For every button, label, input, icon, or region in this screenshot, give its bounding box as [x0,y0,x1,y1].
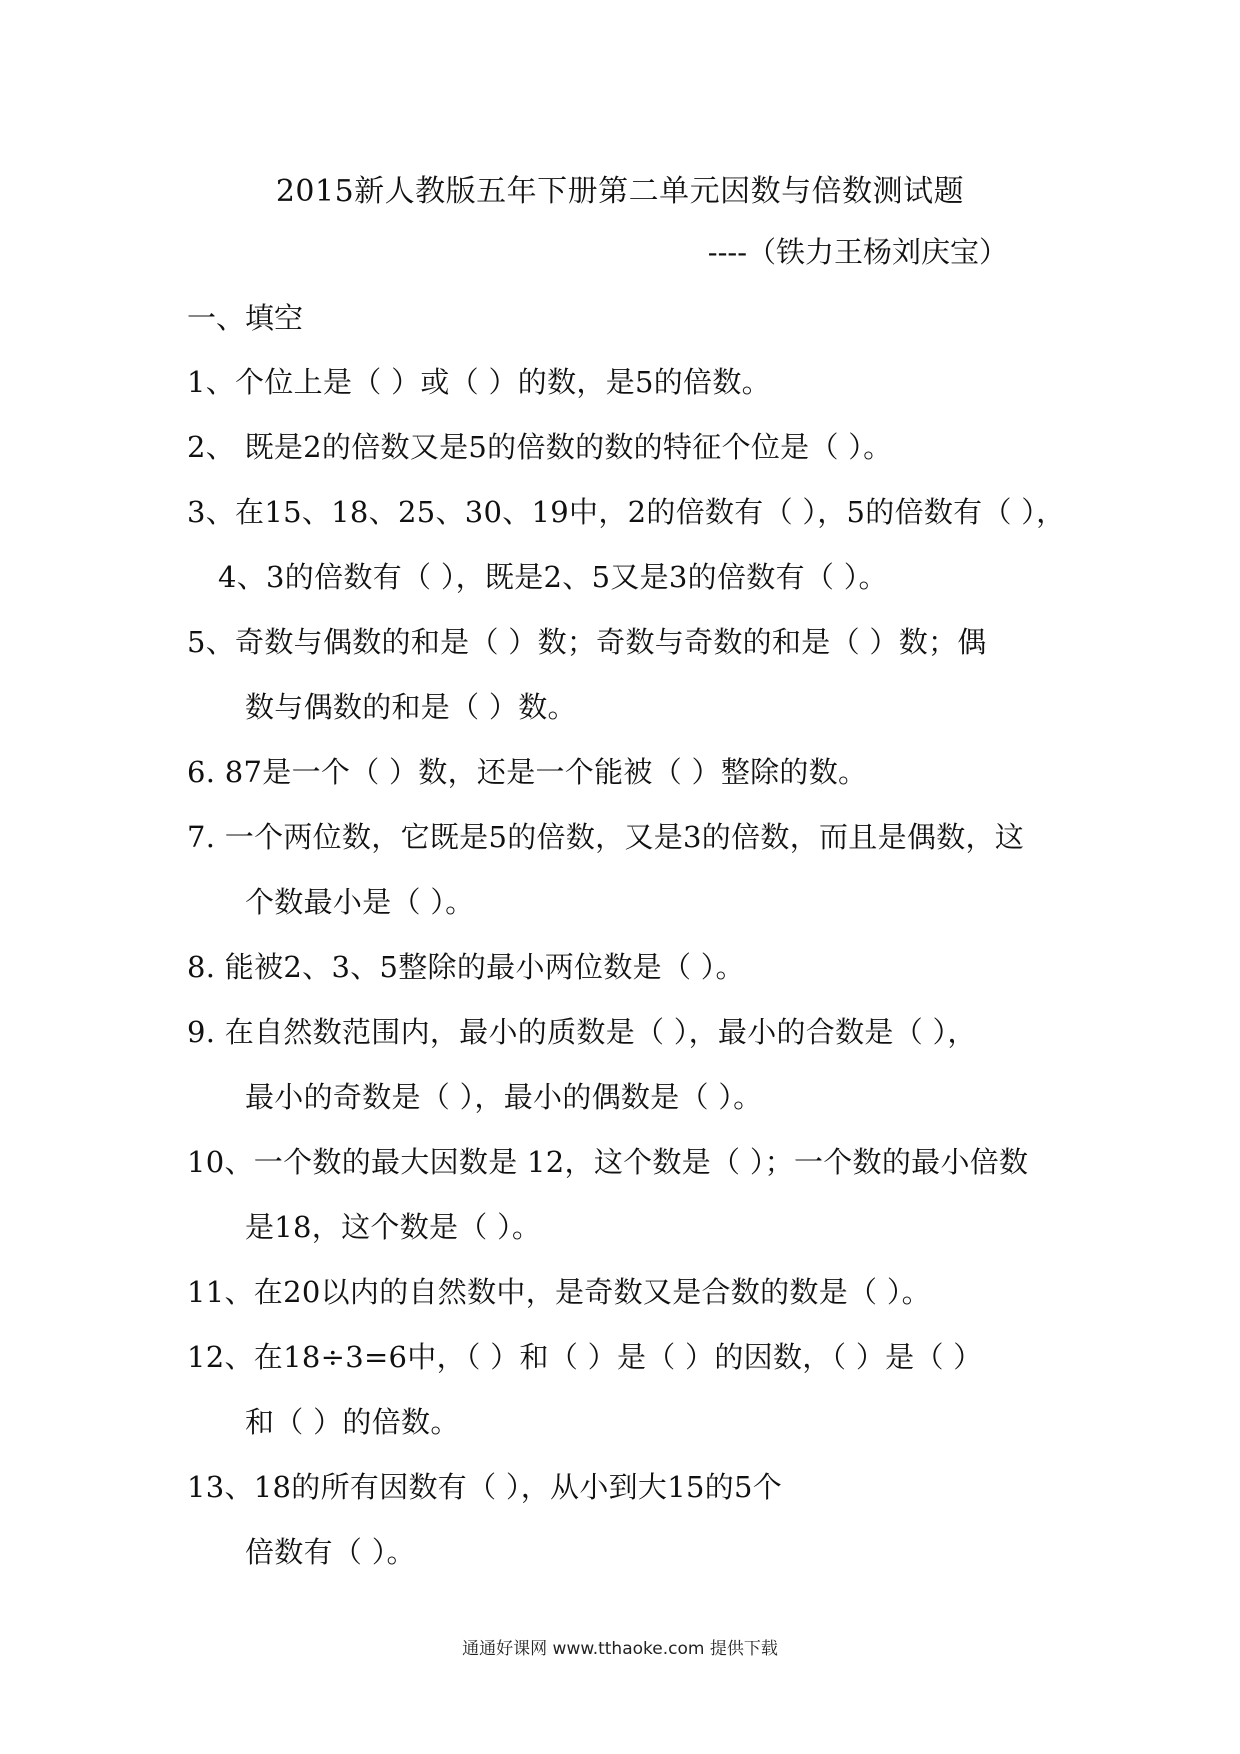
question-3: 3、在15、18、25、30、19中，2的倍数有（ ），5的倍数有（ ）， [187,495,1066,529]
question-1: 1、个位上是（ ）或（ ）的数，是5的倍数。 [187,365,771,399]
author-line: ----（铁力王杨刘庆宝） [707,235,1008,269]
question-4: 4、3的倍数有（ ），既是2、5又是3的倍数有（ ）。 [218,560,888,594]
section-heading: 一、填空 [187,301,304,335]
question-11: 11、在20以内的自然数中，是奇数又是合数的数是（ ）。 [187,1275,931,1309]
page-title: 2015新人教版五年下册第二单元因数与倍数测试题 [275,174,965,209]
question-12-continued: 和（ ）的倍数。 [245,1405,460,1439]
question-10-continued: 是18，这个数是（ ）。 [245,1210,542,1244]
question-9: 9. 在自然数范围内，最小的质数是（ ），最小的合数是（ ）， [187,1015,977,1049]
question-5-continued: 数与偶数的和是（ ）数。 [245,690,577,724]
question-7: 7. 一个两位数，它既是5的倍数，又是3的倍数，而且是偶数，这 [187,820,1025,854]
question-10: 10、一个数的最大因数是 12，这个数是（ ）；一个数的最小倍数 [187,1145,1029,1179]
question-5: 5、奇数与偶数的和是（ ）数；奇数与奇数的和是（ ）数；偶 [187,625,987,659]
question-9-continued: 最小的奇数是（ ），最小的偶数是（ ）。 [245,1080,763,1114]
question-12: 12、在18÷3=6中，（ ）和（ ）是（ ）的因数，（ ）是（ ） [187,1340,983,1374]
question-13: 13、18的所有因数有（ ），从小到大15的5个 [187,1470,783,1504]
question-13-continued: 倍数有（ ）。 [245,1535,416,1569]
question-7-continued: 个数最小是（ ）。 [245,885,475,919]
question-8: 8. 能被2、3、5整除的最小两位数是（ ）。 [187,950,745,984]
download-footer: 通通好课网 www.tthaoke.com 提供下载 [462,1639,778,1659]
question-6: 6. 87是一个（ ）数，还是一个能被（ ）整除的数。 [187,755,868,789]
question-2: 2、 既是2的倍数又是5的倍数的数的特征个位是（ ）。 [187,430,893,464]
